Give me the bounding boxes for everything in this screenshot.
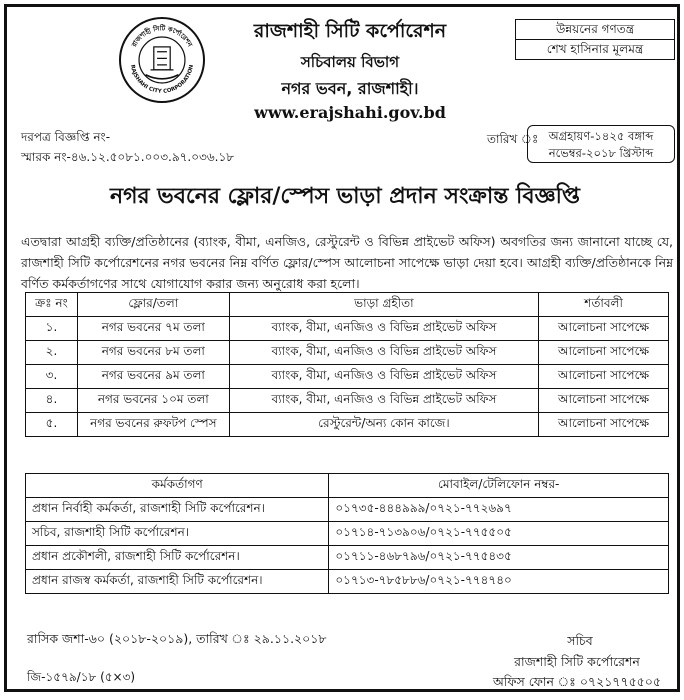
signatory-title: সচিব — [567, 633, 593, 648]
signatory-phone: অফিস ফোন ঃ ০৭২১৭৭৫৫০৫ — [492, 674, 662, 689]
phone-cell: ০১৭১৪-৭১৩৯০৬/০৭২১-৭৭৫৫০৫ — [329, 522, 669, 546]
serial-cell: ৩. — [26, 365, 78, 389]
space-table — [25, 292, 669, 437]
table-header-row — [26, 474, 669, 498]
logo-text-bangla: রাজশাহী সিটি কর্পোরেশন — [130, 24, 194, 49]
table-row — [26, 365, 669, 389]
date-label: তারিখ ঃ — [487, 132, 539, 146]
serial-cell: ১. — [26, 317, 78, 341]
terms-cell: আলোচনা সাপেক্ষে — [539, 413, 669, 437]
floor-cell: নগর ভবনের ৭ম তলা — [77, 317, 229, 341]
motto-box — [515, 19, 675, 60]
table-row — [26, 570, 669, 594]
floor-cell: নগর ভবনের রুফটপ স্পেস — [77, 413, 229, 437]
floor-cell: নগর ভবনের ৯ম তলা — [77, 365, 229, 389]
table-row — [26, 389, 669, 413]
column-header: কর্মকর্তাগণ — [26, 474, 329, 498]
tenant-cell: ব্যাংক, বীমা, এনজিও ও বিভিন্ন প্রাইভেট অফিস — [229, 365, 538, 389]
department-name: সচিবালয় বিভাগ — [300, 53, 400, 71]
table-row — [26, 522, 669, 546]
contact-table — [25, 473, 669, 594]
reference-number: স্মারক নং-৪৬.১২.৫০৮১.০০৩.৯৭.০৩৬.১৮ — [21, 150, 235, 164]
phone-cell: ০১৭১১-৪৬৮৭৯৬/০৭২১-৭৭৫৪৩৫ — [329, 546, 669, 570]
svg-text:রাজশাহী সিটি কর্পোরেশন — [130, 22, 195, 49]
column-header: ক্রঃ নং — [26, 293, 78, 317]
officer-cell: প্রধান নির্বাহী কর্মকর্তা, রাজশাহী সিটি কর্পোরেশন। — [26, 498, 329, 522]
table-row — [26, 413, 669, 437]
city-corporation-logo — [119, 17, 205, 103]
motto-line-1: উন্নয়নের গণতন্ত্র — [555, 22, 635, 36]
table-row — [26, 546, 669, 570]
signatory-org: রাজশাহী সিটি কর্পোরেশন — [514, 654, 640, 669]
floor-cell: নগর ভবনের ১০ম তলা — [77, 389, 229, 413]
tenant-cell: ব্যাংক, বীমা, এনজিও ও বিভিন্ন প্রাইভেট অফিস — [229, 341, 538, 365]
phone-cell: ০১৭১৩-৭৮৫৮৮৬/০৭২১-৭৭৪৭৪০ — [329, 570, 669, 594]
notice-page — [4, 4, 680, 692]
notice-headline: নগর ভবনের ফ্লোর/স্পেস ভাড়া প্রদান সংক্রান্ত বিজ্ঞপ্তি — [109, 184, 581, 209]
officer-cell: প্রধান রাজস্ব কর্মকর্তা, রাজশাহী সিটি কর্পোরেশন। — [26, 570, 329, 594]
tenant-cell: ব্যাংক, বীমা, এনজিও ও বিভিন্ন প্রাইভেট অফিস — [229, 317, 538, 341]
date-bangla: অগ্রহায়ণ-১৪২৫ বঙ্গাব্দ — [548, 129, 654, 143]
org-address: নগর ভবন, রাজশাহী। — [281, 79, 419, 98]
org-name: রাজশাহী সিটি কর্পোরেশন — [253, 20, 447, 42]
column-header: ভাড়া গ্রহীতা — [229, 293, 538, 317]
terms-cell: আলোচনা সাপেক্ষে — [539, 389, 669, 413]
terms-cell: আলোচনা সাপেক্ষে — [539, 365, 669, 389]
officer-cell: প্রধান প্রকৌশলী, রাজশাহী সিটি কর্পোরেশন। — [26, 546, 329, 570]
date-english: নভেম্বর-২০১৮ খ্রিস্টাব্দ — [548, 146, 654, 160]
gd-reference: জি-১৫৭৯/১৮ (৫×৩) — [27, 670, 136, 684]
serial-cell: ৪. — [26, 389, 78, 413]
website-link[interactable]: www.erajshahi.gov.bd — [254, 103, 446, 122]
column-header: শর্তাবলী — [539, 293, 669, 317]
phone-cell: ০১৭৩৫-৪৪৪৯৯৯/০৭২১-৭৭২৬৯৭ — [329, 498, 669, 522]
terms-cell: আলোচনা সাপেক্ষে — [539, 317, 669, 341]
serial-cell: ২. — [26, 341, 78, 365]
intro-paragraph: এতদ্বারা আগ্রহী ব্যক্তি/প্রতিষ্ঠানের (ব্যাংক, বীমা, এনজিও, রেস্টুরেন্ট ও বিভিন্ন প্রাইভেট অফিস) অবগতির জন্য জানানো যাচ্ছে যে, রাজশাহী সিটি কর্পোরেশনের নগর ভবনের নিম্ন বর্ণিত ফ্লোর/স্পেস আলোচনা সাপেক্ষে ভাড়া দেয়া হবে। আগ্রহী ব্যক্তি/প্রতিষ্ঠানকে নিম্ন বর্ণিত কর্মকর্তাগণের সাথে যোগাযোগ করার জন্য অনুরোধ করা হলো। — [21, 234, 673, 291]
tender-number: দরপত্র বিজ্ঞপ্তি নং- — [21, 130, 111, 144]
officer-cell: সচিব, রাজশাহী সিটি কর্পোরেশন। — [26, 522, 329, 546]
date-box — [527, 125, 675, 163]
emblem-icon — [121, 19, 203, 101]
terms-cell: আলোচনা সাপেক্ষে — [539, 341, 669, 365]
serial-cell: ৫. — [26, 413, 78, 437]
notice-reference: রাসিক জশা-৬০ (২০১৮-২০১৯), তারিখ ঃ ২৯.১১.২০১৮ — [27, 631, 327, 646]
column-header: ফ্লোর/তলা — [77, 293, 229, 317]
table-row — [26, 317, 669, 341]
table-row — [26, 498, 669, 522]
table-row — [26, 341, 669, 365]
motto-line-2: শেখ হাসিনার মূলমন্ত্র — [516, 39, 674, 59]
logo-text: RAJSHAHI CITY CORPORATION — [128, 64, 196, 95]
tenant-cell: রেস্টুরেন্ট/অন্য কোন কাজে। — [229, 413, 538, 437]
tenant-cell: ব্যাংক, বীমা, এনজিও ও বিভিন্ন প্রাইভেট অফিস — [229, 389, 538, 413]
floor-cell: নগর ভবনের ৮ম তলা — [77, 341, 229, 365]
table-header-row — [26, 293, 669, 317]
column-header: মোবাইল/টেলিফোন নম্বর- — [329, 474, 669, 498]
